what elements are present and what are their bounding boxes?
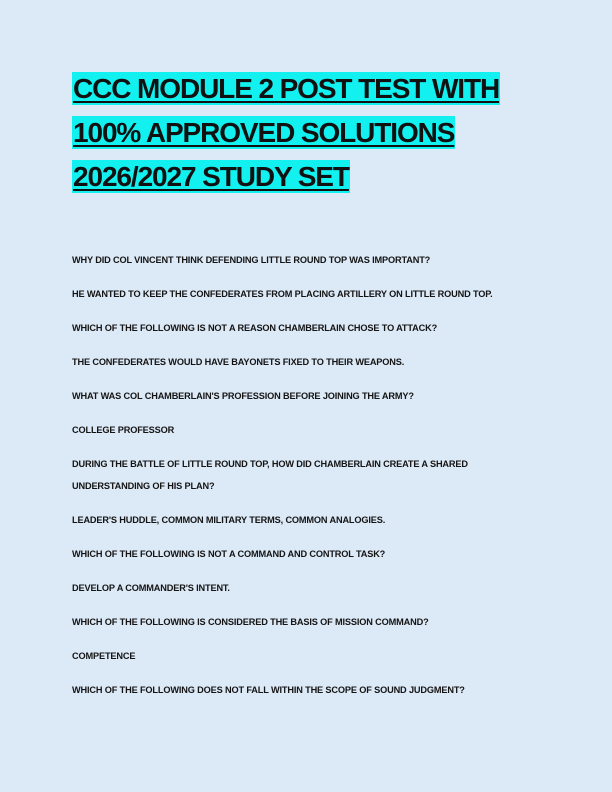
title-line-2: 100% APPROVED SOLUTIONS xyxy=(73,117,455,148)
answer-6: COMPETENCE xyxy=(72,651,136,661)
question-4: DURING THE BATTLE OF LITTLE ROUND TOP, HOW DID CHAMBERLAIN CREATE A SHARED UNDERSTANDING OF HIS PLAN? xyxy=(72,459,468,491)
question-1: WHY DID COL VINCENT THINK DEFENDING LITTLE ROUND TOP WAS IMPORTANT? xyxy=(72,255,431,265)
question-6: WHICH OF THE FOLLOWING IS CONSIDERED THE BASIS OF MISSION COMMAND? xyxy=(72,617,429,627)
answer-2: THE CONFEDERATES WOULD HAVE BAYONETS FIXED TO THEIR WEAPONS. xyxy=(72,357,405,367)
question-2: WHICH OF THE FOLLOWING IS NOT A REASON CHAMBERLAIN CHOSE TO ATTACK? xyxy=(72,323,438,333)
answer-3: COLLEGE PROFESSOR xyxy=(72,425,175,435)
question-5: WHICH OF THE FOLLOWING IS NOT A COMMAND AND CONTROL TASK? xyxy=(72,549,386,559)
title-line-1: CCC MODULE 2 POST TEST WITH xyxy=(73,73,500,104)
question-7: WHICH OF THE FOLLOWING DOES NOT FALL WITHIN THE SCOPE OF SOUND JUDGMENT? xyxy=(72,685,465,695)
document-body xyxy=(72,249,542,713)
answer-5: DEVELOP A COMMANDER'S INTENT. xyxy=(72,583,230,593)
title-line-3: 2026/2027 STUDY SET xyxy=(73,161,349,192)
document-title xyxy=(72,72,542,204)
answer-4: LEADER'S HUDDLE, COMMON MILITARY TERMS, COMMON ANALOGIES. xyxy=(72,515,386,525)
question-3: WHAT WAS COL CHAMBERLAIN'S PROFESSION BEFORE JOINING THE ARMY? xyxy=(72,391,414,401)
answer-1: HE WANTED TO KEEP THE CONFEDERATES FROM PLACING ARTILLERY ON LITTLE ROUND TOP. xyxy=(72,289,493,299)
